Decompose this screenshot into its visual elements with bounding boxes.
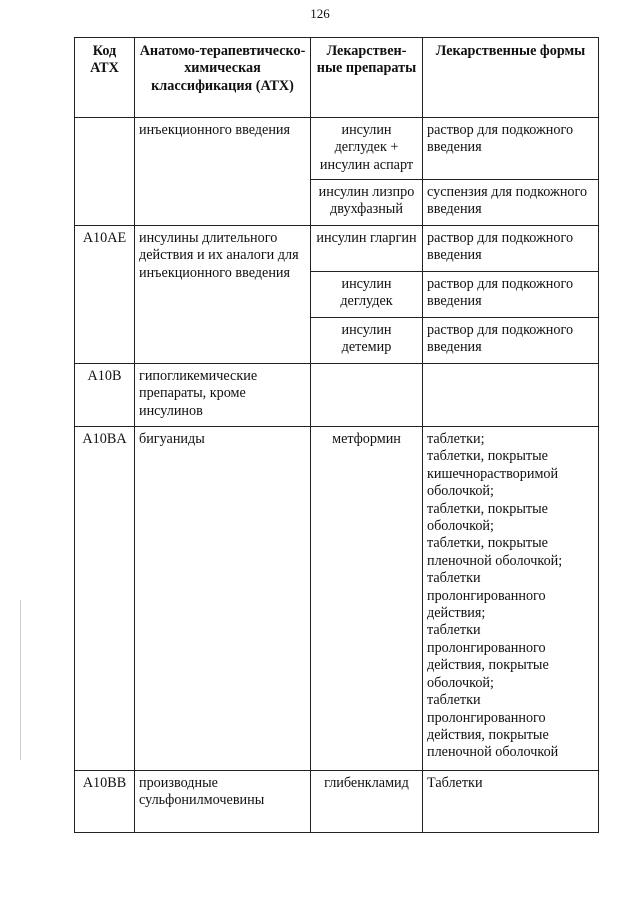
drug-cell: инсулин гларгин bbox=[311, 226, 423, 272]
classification-cell: гипогликемические препараты, кроме инсулинов bbox=[135, 364, 311, 427]
table-row bbox=[75, 427, 599, 771]
table-row bbox=[75, 364, 599, 427]
drug-cell: инсулин деглудек + инсулин аспарт bbox=[311, 118, 423, 180]
dosage-form-cell bbox=[423, 364, 599, 427]
dosage-form-cell: раствор для подкожного введения bbox=[423, 118, 599, 180]
atx-code-cell: A10B bbox=[75, 364, 135, 427]
header-classification: Анатомо-терапевтическо-химическая классификация (АТХ) bbox=[135, 38, 311, 118]
dosage-form-item: таблетки пролонгированного действия, покрытые оболочкой; bbox=[427, 622, 549, 691]
classification-cell: производные сульфонилмочевины bbox=[135, 771, 311, 833]
dosage-form-cell: Таблетки bbox=[423, 771, 599, 833]
drug-cell: глибенкламид bbox=[311, 771, 423, 833]
dosage-form-item: таблетки; bbox=[427, 431, 485, 447]
atx-table bbox=[74, 37, 599, 833]
dosage-form-cell: раствор для подкожного введения bbox=[423, 318, 599, 364]
dosage-form-item: таблетки пролонгированного действия; bbox=[427, 570, 546, 622]
atx-code-cell: A10BB bbox=[75, 771, 135, 833]
dosage-form-cell: раствор для подкожного введения bbox=[423, 272, 599, 318]
classification-cell: инъекционного введения bbox=[135, 118, 311, 226]
drug-cell: метформин bbox=[311, 427, 423, 771]
classification-cell: инсулины длительного действия и их аналоги для инъекционного введения bbox=[135, 226, 311, 364]
page-number: 126 bbox=[310, 6, 330, 21]
dosage-form-item: таблетки, покрытые кишечнорастворимой оболочкой; bbox=[427, 448, 559, 500]
dosage-form-item: таблетки, покрытые пленочной оболочкой; bbox=[427, 535, 563, 569]
table-row bbox=[75, 771, 599, 833]
scan-artifact-line bbox=[20, 600, 21, 760]
classification-cell: бигуаниды bbox=[135, 427, 311, 771]
dosage-form-item: таблетки, покрытые оболочкой; bbox=[427, 500, 548, 535]
atx-code-cell: A10BA bbox=[75, 427, 135, 771]
drug-cell: инсулин детемир bbox=[311, 318, 423, 364]
dosage-form-item: таблетки пролонгированного действия, покрытые пленочной оболочкой bbox=[427, 692, 559, 761]
dosage-form-cell bbox=[423, 427, 599, 771]
atx-code-cell: A10AE bbox=[75, 226, 135, 364]
table-row bbox=[75, 226, 599, 272]
dosage-form-cell: раствор для подкожного введения bbox=[423, 226, 599, 272]
drug-cell: инсулин лизпро двухфазный bbox=[311, 180, 423, 226]
dosage-form-cell: суспензия для подкожного введения bbox=[423, 180, 599, 226]
drug-cell bbox=[311, 364, 423, 427]
drug-cell: инсулин деглудек bbox=[311, 272, 423, 318]
atx-code-cell bbox=[75, 118, 135, 226]
header-drugs: Лекарствен-ные препараты bbox=[311, 38, 423, 118]
table-body bbox=[75, 118, 599, 833]
header-forms: Лекарственные формы bbox=[423, 38, 599, 118]
header-code: Код АТХ bbox=[75, 38, 135, 118]
table-row bbox=[75, 118, 599, 180]
table-header bbox=[75, 38, 599, 118]
